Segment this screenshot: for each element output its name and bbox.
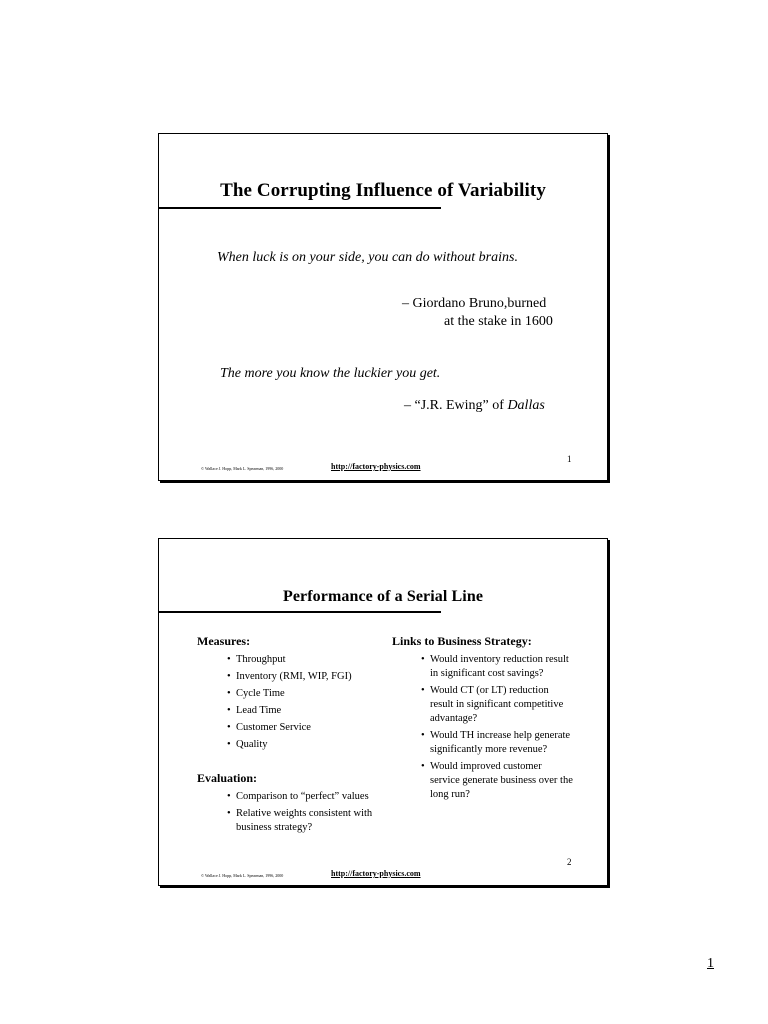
list-item: • Quality (227, 738, 387, 752)
copyright-text: © Wallace J. Hopp, Mark L. Spearman, 1996, 2000 (201, 873, 284, 878)
list-item: • Would CT (or LT) reduction result in significant competitive advantage? (421, 684, 573, 726)
slide-1 (158, 133, 608, 481)
attribution-1 (402, 295, 553, 331)
links-heading: Links to Business Strategy: (392, 634, 532, 648)
attribution-2-prefix: – “J.R. Ewing” of (404, 398, 508, 413)
slide-2-title: Performance of a Serial Line (282, 588, 484, 605)
list-item: • Would TH increase help generate significantly more revenue? (421, 729, 573, 757)
title-rule (159, 611, 441, 613)
list-item: • Throughput (227, 653, 387, 667)
website-link[interactable]: http://factory-physics.com (331, 462, 421, 471)
slide-number: 2 (567, 857, 572, 867)
attribution-1-line-1: – Giordano Bruno,burned (402, 296, 547, 311)
list-item: • Lead Time (227, 704, 387, 718)
evaluation-list (227, 790, 387, 838)
measures-heading: Measures: (197, 634, 251, 648)
attribution-1-line-2: at the stake in 1600 (444, 314, 553, 329)
list-item: • Cycle Time (227, 687, 387, 701)
list-item: • Customer Service (227, 721, 387, 735)
links-list (421, 653, 573, 805)
list-item: • Would inventory reduction result in significant cost savings? (421, 653, 573, 681)
page-number: 1 (707, 956, 714, 971)
list-item: • Relative weights consistent with business strategy? (227, 807, 387, 835)
website-link[interactable]: http://factory-physics.com (331, 869, 421, 878)
attribution-2 (404, 397, 545, 415)
evaluation-heading: Evaluation: (197, 771, 258, 785)
title-rule (159, 207, 441, 209)
measures-list (227, 653, 387, 755)
slide-2 (158, 538, 608, 886)
copyright-text: © Wallace J. Hopp, Mark L. Spearman, 1996, 2000 (201, 466, 284, 471)
list-item: • Comparison to “perfect” values (227, 790, 387, 804)
quote-2: The more you know the luckier you get. (220, 366, 441, 381)
list-item: • Inventory (RMI, WIP, FGI) (227, 670, 387, 684)
list-item: • Would improved customer service generate business over the long run? (421, 760, 573, 802)
quote-1: When luck is on your side, you can do without brains. (217, 250, 518, 265)
slide-number: 1 (567, 454, 572, 464)
slide-1-title: The Corrupting Influence of Variability (220, 180, 546, 201)
attribution-2-italic: Dallas (507, 398, 545, 413)
